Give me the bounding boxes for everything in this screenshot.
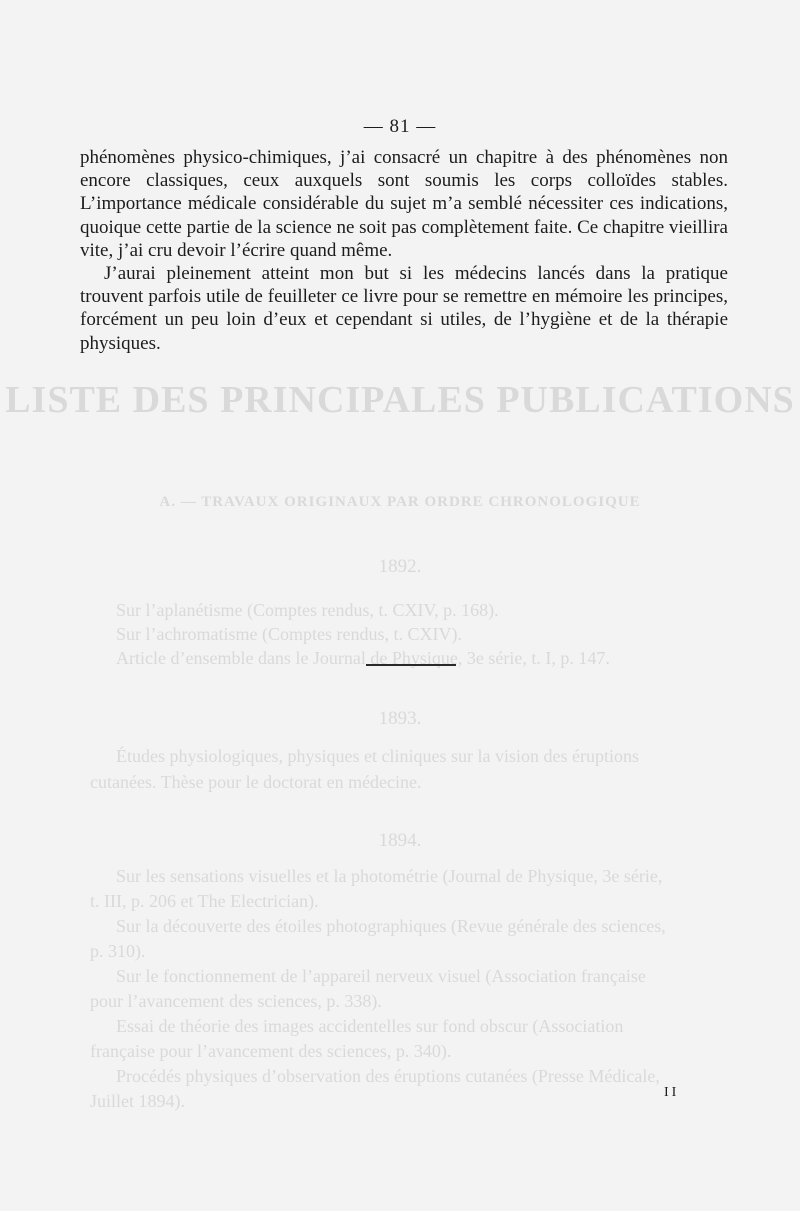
bleed-through-line: Sur l’achromatisme (Comptes rendus, t. CXIV). bbox=[116, 624, 462, 644]
bleed-through-line: française pour l’avancement des sciences, p. 340). bbox=[90, 1041, 452, 1061]
bleed-through-line: pour l’avancement des sciences, p. 338). bbox=[90, 991, 382, 1011]
bleed-through-line: Sur le fonctionnement de l’appareil nerveux visuel (Association française bbox=[116, 966, 646, 986]
bleed-through-line: Sur la découverte des étoiles photographiques (Revue générale des sciences, bbox=[116, 916, 666, 936]
bleed-through-year: 1894. bbox=[378, 830, 422, 851]
bleed-through-line: Article d’ensemble dans le Journal de Physique, 3e série, t. I, p. 147. bbox=[116, 648, 610, 668]
signature-mark: II bbox=[664, 1085, 680, 1100]
bleed-through-line: Procédés physiques d’observation des éruptions cutanées (Presse Médicale, bbox=[116, 1066, 660, 1086]
bleed-through-subheading: A. — TRAVAUX ORIGINAUX PAR ORDRE CHRONOLOGIQUE bbox=[159, 494, 641, 510]
bleed-through-line: Sur l’aplanétisme (Comptes rendus, t. CXIV, p. 168). bbox=[116, 600, 499, 620]
paragraph: J’aurai pleinement atteint mon but si les médecins lancés dans la pratique trouvent parfois utile de feuilleter ce livre pour se remettre en mémoire les principes, forcément un peu loin d’eux et cependant si utiles, de l’hygiène et de la thérapie physiques. bbox=[80, 263, 728, 354]
bleed-through-line: cutanées. Thèse pour le doctorat en médecine. bbox=[90, 772, 422, 792]
body-text bbox=[80, 146, 728, 355]
bleed-through-line: Études physiologiques, physiques et cliniques sur la vision des éruptions bbox=[116, 746, 639, 766]
bleed-through-heading: LISTE DES PRINCIPALES PUBLICATIONS bbox=[5, 379, 795, 421]
page-number: — 81 — bbox=[363, 116, 437, 137]
bleed-through-line: Sur les sensations visuelles et la photométrie (Journal de Physique, 3e série, bbox=[116, 866, 663, 886]
bleed-through-line: t. III, p. 206 et The Electrician). bbox=[90, 891, 319, 911]
bleed-through-line: p. 310). bbox=[90, 941, 146, 961]
bleed-through-line: Juillet 1894). bbox=[90, 1091, 185, 1111]
bleed-through-year: 1892. bbox=[378, 556, 422, 577]
divider-rule bbox=[366, 664, 456, 666]
bleed-through-year: 1893. bbox=[378, 708, 422, 729]
paragraph: phénomènes physico-chimiques, j’ai consacré un chapitre à des phénomènes non encore classiques, ceux auxquels sont soumis les corps colloïdes stables. L’importance médicale considérable du sujet m’a semblé nécessiter ces indications, quoique cette partie de la science ne soit pas complètement faite. Ce chapitre vieillira vite, j’ai cru devoir l’écrire quand même. bbox=[80, 147, 728, 261]
bleed-through-line: Essai de théorie des images accidentelles sur fond obscur (Association bbox=[116, 1016, 624, 1036]
